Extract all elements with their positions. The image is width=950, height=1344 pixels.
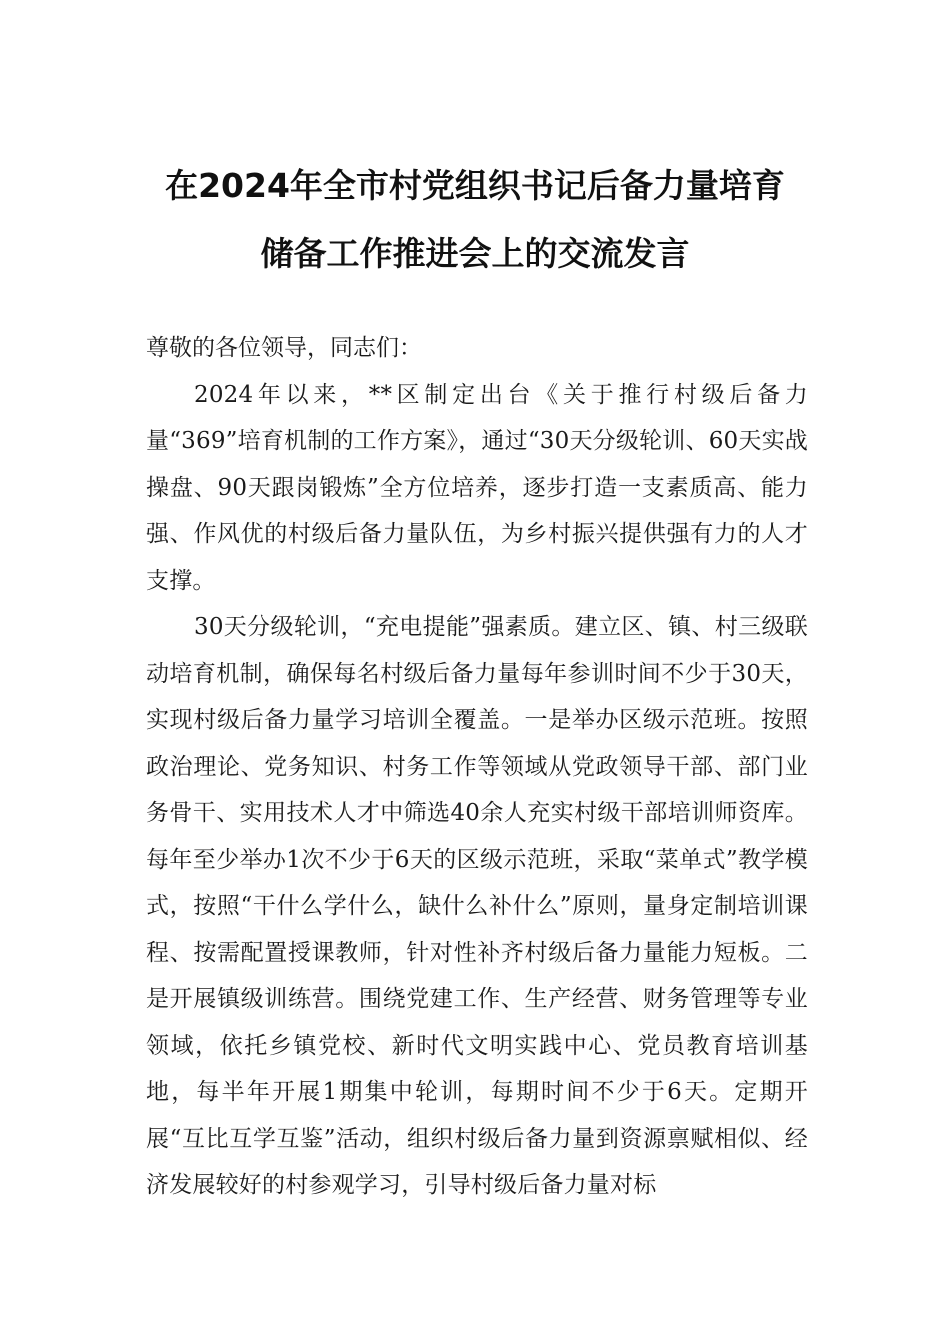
- paragraph-training: 30天分级轮训，“充电提能”强素质。建立区、镇、村三级联动培育机制，确保每名村级后备力量每年参训时间不少于30天，实现村级后备力量学习培训全覆盖。一是举办区级示范班。按照政治理论、党务知识、村务工作等领域从党政领导干部、部门业务骨干、实用技术人才中筛选40余人充实村级干部培训师资库。每年至少举办1次不少于6天的区级示范班，采取“菜单式”教学模式，按照“干什么学什么，缺什么补什么”原则，量身定制培训课程、按需配置授课教师，针对性补齐村级后备力量能力短板。二是开展镇级训练营。围绕党建工作、生产经营、财务管理等专业领域，依托乡镇党校、新时代文明实践中心、党员教育培训基地，每半年开展1期集中轮训，每期时间不少于6天。定期开展“互比互学互鉴”活动，组织村级后备力量到资源禀赋相似、经济发展较好的村参观学习，引导村级后备力量对标: [146, 614, 808, 1198]
- salutation: 尊敬的各位领导，同志们：: [146, 335, 422, 361]
- document-body: [146, 325, 808, 1209]
- document-title-line-2: 储备工作推进会上的交流发言: [260, 234, 690, 273]
- document-title-line-1: 在2024年全市村党组织书记后备力量培育: [165, 166, 785, 205]
- paragraph-intro: 2024年以来，**区制定出台《关于推行村级后备力量“369”培育机制的工作方案》，通过“30天分级轮训、60天实战操盘、90天跟岗锻炼”全方位培养，逐步打造一支素质高、能力强、作风优的村级后备力量队伍，为乡村振兴提供强有力的人才支撑。: [146, 381, 808, 594]
